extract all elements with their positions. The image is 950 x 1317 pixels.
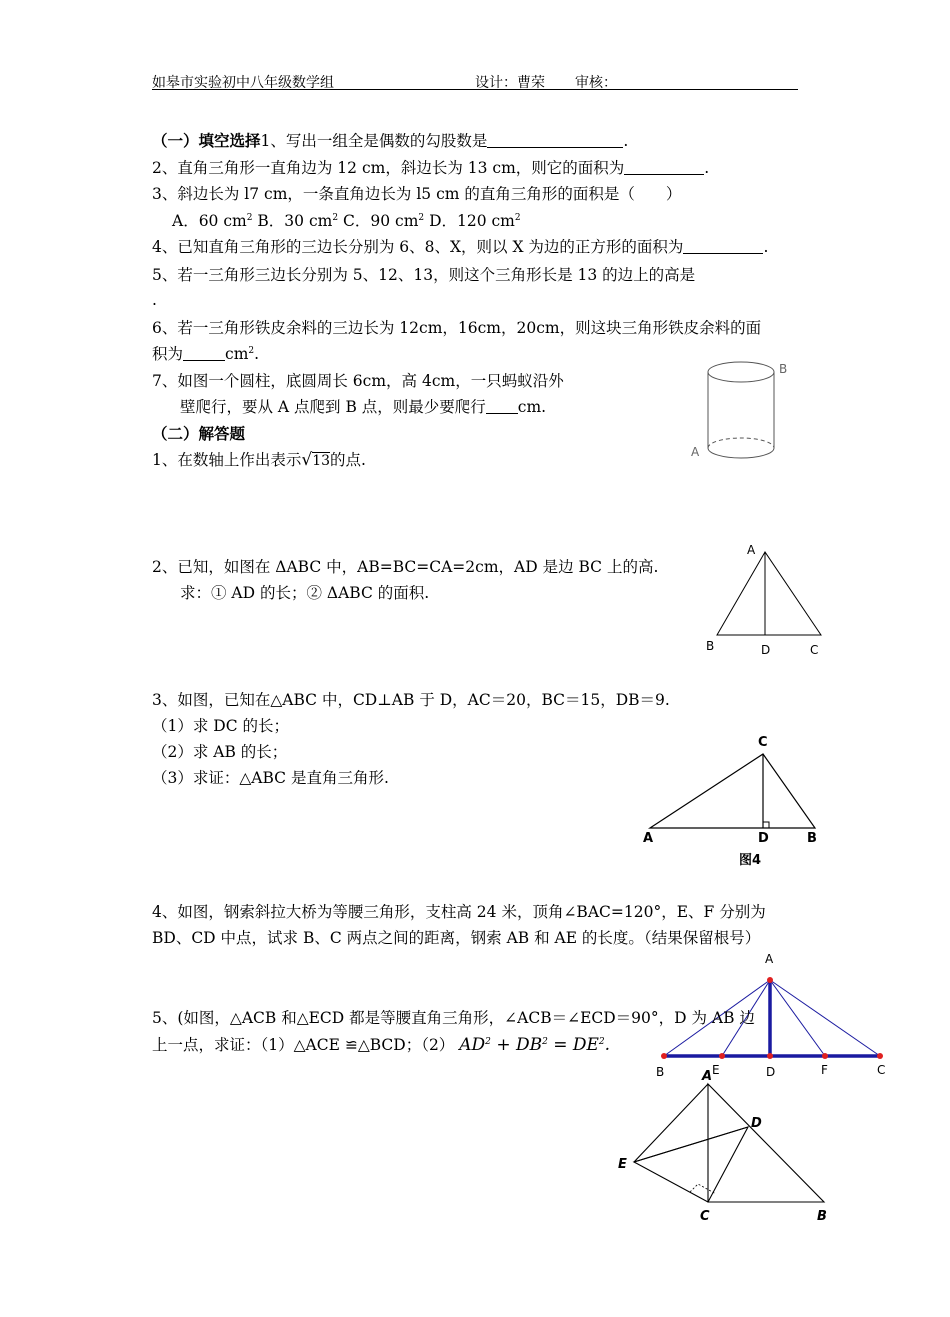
part1-q5-tail: . [152, 291, 157, 309]
label-d: D [766, 1065, 776, 1078]
label-b: B [779, 362, 788, 376]
part1-q3: 3、斜边长为 l7 cm，一条直角边长为 l5 cm 的直角三角形的面积是（ ） [152, 185, 682, 203]
header-school: 如皋市实验初中八年级数学组 [152, 75, 334, 91]
label-c: C [877, 1063, 886, 1077]
right-triangle-figure [635, 730, 835, 870]
part1-title: （一）填空选择 [152, 131, 261, 150]
label-d: D [761, 643, 771, 657]
part2-q5-line1: 5、(如图，△ACB 和△ECD 都是等腰直角三角形，∠ACB＝∠ECD＝90°，D 为 AB 边 [152, 1009, 755, 1027]
part2-q3-sub1: （1）求 DC 的长； [152, 717, 290, 735]
label-b: B [807, 831, 817, 846]
part1-q3-options: A．60 $cm^2$ B．30 $cm^2$ C．90 $cm^2$ D．120 $cm^2$ [172, 212, 521, 230]
label-d: D [751, 1116, 762, 1131]
label-a: A [691, 445, 700, 459]
part2-q3-sub3: （3）求证：△ABC 是直角三角形. [152, 769, 389, 787]
cylinder-figure [685, 355, 795, 470]
header-rule [152, 89, 798, 90]
label-a: A [747, 543, 756, 557]
part2-q3-sub2: （2）求 AB 的长； [152, 743, 288, 761]
label-a: A [765, 952, 774, 966]
label-a: A [702, 1069, 713, 1084]
blank [487, 133, 623, 148]
part1-q2: 2、直角三角形一直角边为 12 cm，斜边长为 13 cm，则它的面积为 . [152, 159, 710, 177]
blank [683, 239, 763, 254]
part2-q4-line2: BD、CD 中点，试求 B、C 两点之间的距离，钢索 AB 和 AE 的长度。（结果保留根号） [152, 929, 761, 947]
part2-q3-line1: 3、如图，已知在△ABC 中，CD⊥AB 于 D，AC＝20，BC＝15，DB＝9. [152, 691, 670, 709]
part1-q7-line1: 7、如图一个圆柱，底圆周长 6cm，高 4cm，一只蚂蚁沿外 [152, 372, 564, 390]
part1-q1: （一）填空选择1、写出一组全是偶数的勾股数是 . [152, 131, 629, 150]
part2-q2-line2: 求：① AD 的长；② ΔABC 的面积. [180, 584, 430, 602]
part2-q5-line2: 上一点，求证：（1）△ACE ≌△BCD；（2） $AD^2 + DB^2 = DE^2$. [152, 1035, 611, 1055]
equilateral-triangle-figure [700, 540, 830, 660]
part2-title: （二）解答题 [152, 424, 246, 443]
header-review: 审核： [575, 75, 617, 91]
q5-formula: $AD^2 + DB^2 = DE^2$. [459, 1035, 611, 1055]
isosceles-right-figure [612, 1068, 842, 1228]
label-e: E [618, 1157, 627, 1172]
part1-q4: 4、已知直角三角形的三边长分别为 6、8、X，则以 X 为边的正方形的面积为 . [152, 238, 769, 256]
label-b: B [656, 1065, 665, 1078]
part2-q2-line1: 2、已知，如图在 ΔABC 中，AB=BC=CA=2cm，AD 是边 BC 上的高. [152, 558, 659, 576]
label-c: C [810, 643, 819, 657]
blank [624, 160, 704, 175]
part1-q7-line2: 壁爬行，要从 A 点爬到 B 点，则最少要爬行 cm. [180, 398, 547, 416]
header-design: 设计：曹荣 [475, 75, 545, 91]
part2-q4-line1: 4、如图，钢索斜拉大桥为等腰三角形，支柱高 24 米，顶角∠BAC=120°，E、F 分别为 [152, 903, 766, 921]
label-c: C [700, 1209, 710, 1224]
blank [183, 346, 225, 361]
part1-q6-line1: 6、若一三角形铁皮余料的三边长为 12cm，16cm，20cm，则这块三角形铁皮余料的面 [152, 319, 762, 337]
label-e: E [712, 1063, 720, 1077]
label-f: F [821, 1063, 828, 1077]
label-b: B [706, 639, 715, 653]
label-a: A [643, 831, 654, 846]
blank [486, 399, 518, 414]
figure-caption: 图4 [739, 853, 762, 868]
part2-q1: 1、在数轴上作出表示√13的点. [152, 450, 366, 470]
label-d: D [758, 831, 769, 846]
label-c: C [758, 735, 768, 750]
part1-q5: 5、若一三角形三边长分别为 5、12、13，则这个三角形长是 13 的边上的高是 [152, 266, 696, 284]
part1-q6-line2: 积为 $cm^2$. [152, 345, 260, 363]
label-b: B [817, 1209, 827, 1224]
